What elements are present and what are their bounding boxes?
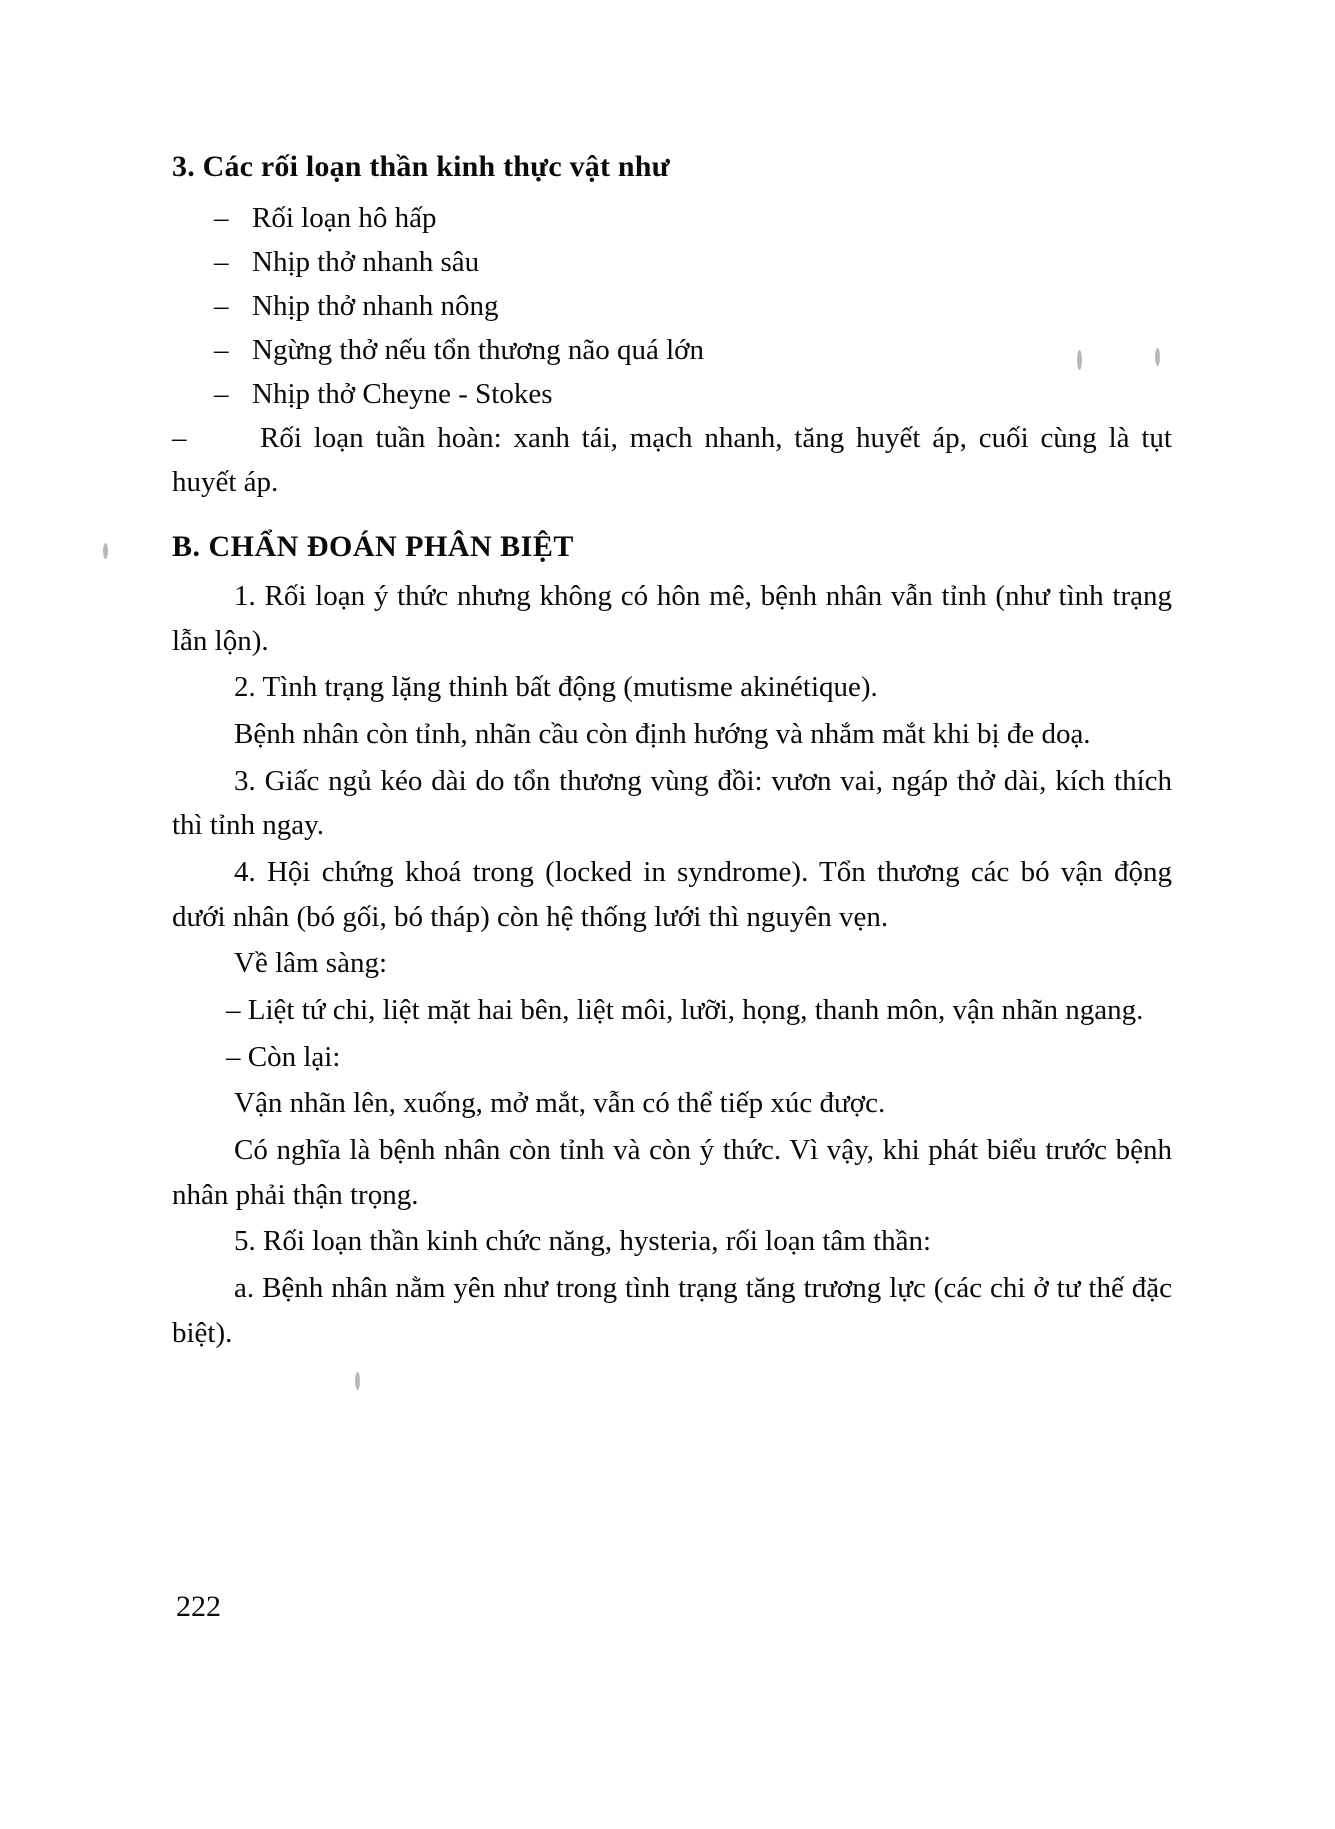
- list-item-label: Nhịp thở Cheyne - Stokes: [252, 377, 553, 410]
- paragraph: – Còn lại:: [226, 1040, 341, 1073]
- dash-marker: –: [214, 201, 229, 234]
- dash-marker: –: [214, 333, 229, 366]
- list-item-label: Rối loạn hô hấp: [252, 201, 437, 234]
- section-3-heading: 3. Các rối loạn thần kinh thực vật như: [172, 150, 670, 183]
- paragraph: 4. Hội chứng khoá trong (locked in syndrome). Tổn thương các bó vận động dưới nhân (bó gối, bó tháp) còn hệ thống lưới thì nguyên vẹn.: [172, 855, 1172, 933]
- paragraph: Về lâm sàng:: [234, 947, 388, 980]
- list-item-label: Ngừng thở nếu tổn thương não quá lớn: [252, 333, 704, 366]
- page-number: 222: [176, 1590, 221, 1623]
- paragraph: 5. Rối loạn thần kinh chức năng, hysteria, rối loạn tâm thần:: [234, 1225, 932, 1258]
- dash-marker: –: [214, 245, 229, 278]
- scan-speck: [103, 543, 108, 559]
- dash-marker: –: [172, 421, 187, 454]
- scan-speck: [355, 1372, 360, 1390]
- paragraph: a. Bệnh nhân nằm yên như trong tình trạng tăng trương lực (các chi ở tư thế đặc biệt).: [172, 1271, 1172, 1349]
- list-item: [172, 240, 1172, 284]
- list-item: [172, 284, 1172, 328]
- list-item-wrapped: [172, 416, 1172, 504]
- list-item: [172, 196, 1172, 240]
- list-item: [172, 372, 1172, 416]
- dash-marker: –: [214, 377, 229, 410]
- paragraph: 2. Tình trạng lặng thinh bất động (mutisme akinétique).: [234, 671, 878, 704]
- page-body: [172, 148, 1172, 1357]
- list-item-label: Rối loạn tuần hoàn: xanh tái, mạch nhanh, tăng huyết áp, cuối cùng là tụt huyết áp.: [172, 421, 1172, 498]
- paragraph: Có nghĩa là bệnh nhân còn tỉnh và còn ý thức. Vì vậy, khi phát biểu trước bệnh nhân phải thận trọng.: [172, 1133, 1172, 1211]
- list-item-label: Nhịp thở nhanh sâu: [252, 245, 480, 278]
- paragraph: – Liệt tứ chi, liệt mặt hai bên, liệt môi, lưỡi, họng, thanh môn, vận nhãn ngang.: [226, 993, 1144, 1026]
- list-item-label: Nhịp thở nhanh nông: [252, 289, 499, 322]
- paragraph: 3. Giấc ngủ kéo dài do tổn thương vùng đồi: vươn vai, ngáp thở dài, kích thích thì tỉnh ngay.: [172, 764, 1172, 842]
- section-3-list: [172, 196, 1172, 416]
- dash-marker: –: [214, 289, 229, 322]
- paragraph: 1. Rối loạn ý thức nhưng không có hôn mê, bệnh nhân vẫn tỉnh (như tình trạng lẫn lộn).: [172, 580, 1172, 657]
- section-B-title: B. CHẨN ĐOÁN PHÂN BIỆT: [172, 530, 574, 564]
- paragraph: Vận nhãn lên, xuống, mở mắt, vẫn có thể tiếp xúc được.: [234, 1087, 886, 1120]
- list-item: [172, 328, 1172, 372]
- paragraph: Bệnh nhân còn tỉnh, nhãn cầu còn định hướng và nhắm mắt khi bị đe doạ.: [234, 718, 1091, 751]
